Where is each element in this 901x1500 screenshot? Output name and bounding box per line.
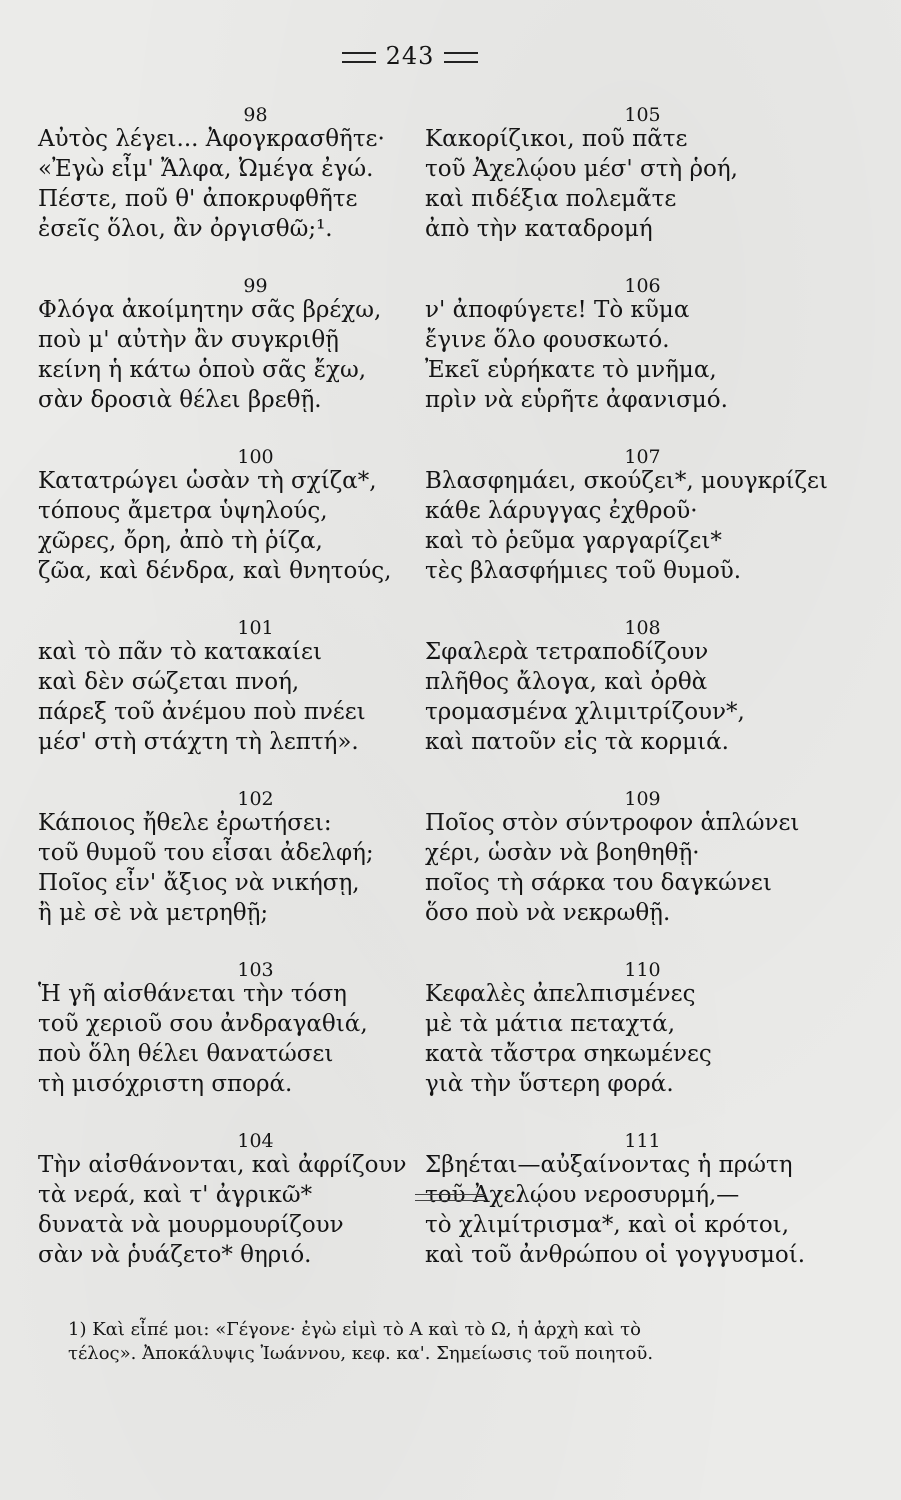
stanza xyxy=(425,275,820,446)
verse-line: Ἡ γῆ αἰσθάνεται τὴν τόση xyxy=(38,981,347,1007)
stanza-number: 102 xyxy=(237,788,274,810)
stanza-number: 106 xyxy=(624,275,661,297)
verse-line: Αὐτὸς λέγει... Ἀφογκρασθῆτε· xyxy=(38,126,385,152)
verse-line: τὸ χλιμίτρισμα*, καὶ οἱ κρότοι, xyxy=(425,1212,790,1238)
verse-line: χέρι, ὡσὰν νὰ βοηθηθῇ· xyxy=(425,840,700,866)
verse-line: σὰν δροσιὰ θέλει βρεθῇ. xyxy=(38,387,322,413)
stanza-number: 111 xyxy=(624,1130,661,1152)
verse-line: ἐσεῖς ὅλοι, ἂν ὀργισθῶ;¹. xyxy=(38,216,333,242)
left-column xyxy=(38,104,433,1301)
verse-line: ὅσο ποὺ νὰ νεκρωθῇ. xyxy=(425,900,671,926)
verse-line: ζῶα, καὶ δένδρα, καὶ θνητούς, xyxy=(38,558,392,584)
footnote xyxy=(68,1318,828,1366)
stanza-number: 105 xyxy=(624,104,661,126)
stanza xyxy=(425,104,820,275)
stanza-number: 104 xyxy=(237,1130,274,1152)
footnote-line: τέλος». Ἀποκάλυψις Ἰωάννου, κεφ. κα'. Σημείωσις τοῦ ποιητοῦ. xyxy=(68,1343,654,1364)
verse-line: καὶ δὲν σώζεται πνοή, xyxy=(38,669,300,695)
stanza xyxy=(425,959,820,1130)
verse-line: σὰν νὰ ῥυάζετο* θηριό. xyxy=(38,1242,312,1268)
stanza xyxy=(38,275,433,446)
verse-line: τὰ νερά, καὶ τ' ἀγρικῶ* xyxy=(38,1182,313,1208)
stanza-number: 108 xyxy=(624,617,661,639)
verse-line: Κακορίζικοι, ποῦ πᾶτε xyxy=(425,126,688,152)
stanza-number: 110 xyxy=(624,959,661,981)
stanza-number: 98 xyxy=(243,104,268,126)
verse-line: τὲς βλασφήμιες τοῦ θυμοῦ. xyxy=(425,558,742,584)
verse-line: τοῦ χεριοῦ σου ἀνδραγαθιά, xyxy=(38,1011,368,1037)
verse-line: τρομασμένα χλιμιτρίζουν*, xyxy=(425,699,745,725)
right-column xyxy=(425,104,828,1301)
verse-line: Φλόγα ἀκοίμητην σᾶς βρέχω, xyxy=(38,297,382,323)
verse-line: τοῦ Ἀχελῴου νεροσυρμή,— xyxy=(425,1182,740,1208)
verse-line: πλῆθος ἄλογα, καὶ ὀρθὰ xyxy=(425,669,708,695)
verse-line: Πέστε, ποῦ θ' ἀποκρυφθῆτε xyxy=(38,186,358,212)
verse-line: δυνατὰ νὰ μουρμουρίζουν xyxy=(38,1212,344,1238)
header-rule-right xyxy=(444,52,478,63)
stanza-number: 100 xyxy=(237,446,274,468)
stanza-number: 107 xyxy=(624,446,661,468)
end-separator-rule xyxy=(415,1194,485,1201)
stanza xyxy=(38,617,433,788)
stanza xyxy=(425,446,828,617)
stanza-number: 109 xyxy=(624,788,661,810)
verse-line: κατὰ τἄστρα σηκωμένες xyxy=(425,1041,712,1067)
verse-line: ἔγινε ὅλο φουσκωτό. xyxy=(425,327,670,353)
verse-line: κάθε λάρυγγας ἐχθροῦ· xyxy=(425,498,698,524)
verse-line: Σβηέται—αὐξαίνοντας ἡ πρώτη xyxy=(425,1152,793,1178)
verse-line: Ἐκεῖ εὑρήκατε τὸ μνῆμα, xyxy=(425,357,717,383)
verse-line: ἢ μὲ σὲ νὰ μετρηθῇ; xyxy=(38,900,269,926)
verse-line: κείνη ἡ κάτω ὁποὺ σᾶς ἔχω, xyxy=(38,357,367,383)
stanza-number: 101 xyxy=(237,617,274,639)
verse-line: Κάποιος ἤθελε ἐρωτήσει: xyxy=(38,810,332,836)
stanza xyxy=(38,104,433,275)
stanza xyxy=(425,1130,820,1301)
verse-line: Σφαλερὰ τετραποδίζουν xyxy=(425,639,709,665)
stanza xyxy=(38,1130,433,1301)
stanza-number: 99 xyxy=(243,275,268,297)
verse-line: Κεφαλὲς ἀπελπισμένες xyxy=(425,981,696,1007)
verse-line: καὶ πιδέξια πολεμᾶτε xyxy=(425,186,677,212)
verse-line: καὶ τὸ ῥεῦμα γαργαρίζει* xyxy=(425,528,722,554)
verse-line: χῶρες, ὄρη, ἀπὸ τὴ ῥίζα, xyxy=(38,528,323,554)
verse-line: καὶ πατοῦν εἰς τὰ κορμιά. xyxy=(425,729,729,755)
verse-line: Τὴν αἰσθάνονται, καὶ ἀφρίζουν xyxy=(38,1152,407,1178)
verse-line: μέσ' στὴ στάχτη τὴ λεπτή». xyxy=(38,729,359,755)
verse-line: καὶ τοῦ ἀνθρώπου οἱ γογγυσμοί. xyxy=(425,1242,806,1268)
verse-line: ποὺ μ' αὐτὴν ἂν συγκριθῇ xyxy=(38,327,339,353)
stanza xyxy=(38,788,433,959)
verse-line: τοῦ θυμοῦ του εἶσαι ἀδελφή; xyxy=(38,840,374,866)
verse-line: γιὰ τὴν ὕστερη φορά. xyxy=(425,1071,674,1097)
verse-line: τόπους ἄμετρα ὑψηλούς, xyxy=(38,498,328,524)
verse-line: ποῖος τὴ σάρκα του δαγκώνει xyxy=(425,870,772,896)
verse-line: τοῦ Ἀχελῴου μέσ' στὴ ῥοή, xyxy=(425,156,738,182)
verse-line: Βλασφημάει, σκούζει*, μουγκρίζει xyxy=(425,468,828,494)
page-number-header xyxy=(0,42,820,70)
verse-line: ποὺ ὅλη θέλει θανατώσει xyxy=(38,1041,334,1067)
verse-line: τὴ μισόχριστη σπορά. xyxy=(38,1071,293,1097)
verse-line: καὶ τὸ πᾶν τὸ κατακαίει xyxy=(38,639,322,665)
stanza xyxy=(38,446,433,617)
page-number: 243 xyxy=(385,42,435,70)
stanza-number: 103 xyxy=(237,959,274,981)
verse-line: «Ἐγὼ εἶμ' Ἄλφα, Ὠμέγα ἐγώ. xyxy=(38,156,374,182)
header-rule-left xyxy=(342,52,376,63)
verse-line: Ποῖος εἶν' ἄξιος νὰ νικήσῃ, xyxy=(38,870,360,896)
footnote-line: 1) Καὶ εἶπέ μοι: «Γέγονε· ἐγὼ εἰμὶ τὸ Α καὶ τὸ Ω, ἡ ἀρχὴ καὶ τὸ xyxy=(68,1319,641,1340)
stanza xyxy=(425,788,820,959)
stanza xyxy=(425,617,820,788)
verse-line: πρὶν νὰ εὑρῆτε ἀφανισμό. xyxy=(425,387,728,413)
verse-line: ν' ἀποφύγετε! Τὸ κῦμα xyxy=(425,297,690,323)
verse-line: πάρεξ τοῦ ἀνέμου ποὺ πνέει xyxy=(38,699,366,725)
verse-line: μὲ τὰ μάτια πεταχτά, xyxy=(425,1011,676,1037)
stanza xyxy=(38,959,433,1130)
verse-line: Κατατρώγει ὡσὰν τὴ σχίζα*, xyxy=(38,468,377,494)
verse-line: ἀπὸ τὴν καταδρομή xyxy=(425,216,653,242)
verse-line: Ποῖος στὸν σύντροφον ἁπλώνει xyxy=(425,810,800,836)
